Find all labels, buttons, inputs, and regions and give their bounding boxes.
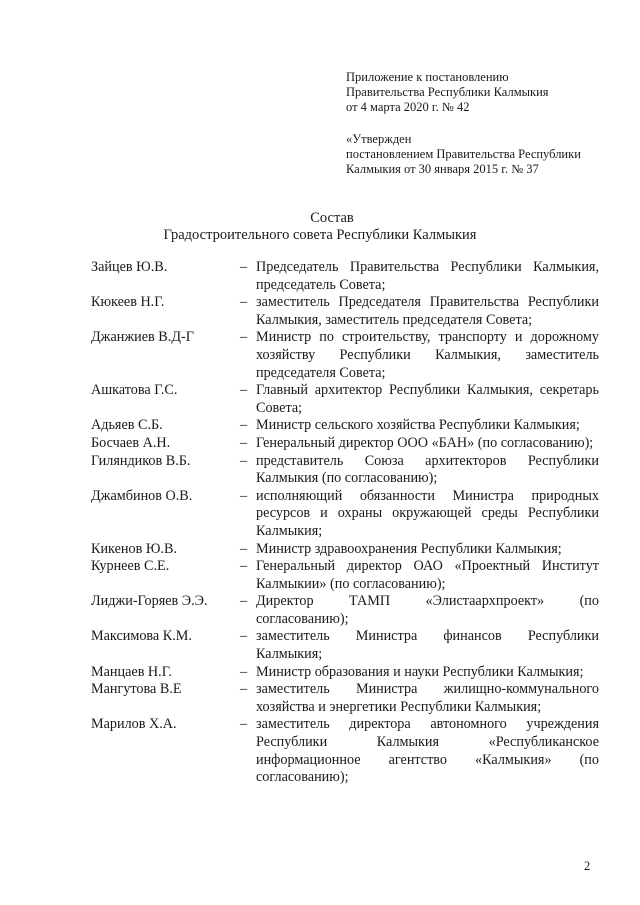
member-row bbox=[91, 259, 599, 294]
dash: – bbox=[240, 681, 248, 698]
member-row bbox=[91, 681, 599, 716]
member-row bbox=[91, 453, 599, 488]
annex-line: от 4 марта 2020 г. № 42 bbox=[346, 100, 470, 114]
approval-line: постановлением Правительства Республики bbox=[346, 147, 581, 161]
member-role: исполняющий обязанности Министра природных ресурсов и охраны окружающей среды Республики Калмыкия; bbox=[256, 487, 599, 539]
dash: – bbox=[240, 628, 248, 645]
member-row bbox=[91, 435, 599, 453]
annex-header bbox=[346, 70, 606, 177]
dash: – bbox=[240, 382, 248, 399]
member-name: Мангутова В.Е bbox=[91, 681, 182, 698]
dash: – bbox=[240, 487, 248, 504]
dash: – bbox=[240, 434, 248, 451]
page-number: 2 bbox=[584, 859, 591, 873]
member-role: Министр здравоохранения Республики Калмыкия; bbox=[256, 540, 562, 557]
approval-line: Калмыкия от 30 января 2015 г. № 37 bbox=[346, 162, 539, 176]
member-row bbox=[91, 628, 599, 663]
annex-line: Правительства Республики Калмыкия bbox=[346, 85, 549, 99]
document-title bbox=[0, 210, 640, 244]
member-name: Зайцев Ю.В. bbox=[91, 259, 168, 275]
member-role: заместитель Председателя Правительства Республики Калмыкия, заместитель председателя Совета; bbox=[256, 294, 599, 328]
member-row bbox=[91, 382, 599, 417]
member-name: Кикенов Ю.В. bbox=[91, 540, 177, 557]
member-name: Максимова К.М. bbox=[91, 628, 192, 645]
member-role: Главный архитектор Республики Калмыкия, секретарь Совета; bbox=[256, 382, 599, 416]
member-row bbox=[91, 541, 599, 559]
approval-line: «Утвержден bbox=[346, 132, 412, 146]
member-name: Лиджи-Горяев Э.Э. bbox=[91, 593, 208, 610]
member-name: Джанжиев В.Д-Г bbox=[91, 329, 194, 346]
dash: – bbox=[240, 294, 248, 311]
member-row bbox=[91, 294, 599, 329]
title-line: Состав bbox=[310, 210, 354, 226]
member-role: Председатель Правительства Республики Калмыкия, председатель Совета; bbox=[256, 259, 599, 293]
dash: – bbox=[240, 558, 248, 575]
member-name: Джамбинов О.В. bbox=[91, 487, 193, 504]
member-name: Марилов Х.А. bbox=[91, 716, 177, 733]
dash: – bbox=[240, 259, 248, 275]
member-role: Директор ТАМП «Элистаархпроект» (по согласованию); bbox=[256, 593, 599, 627]
member-name: Кюкеев Н.Г. bbox=[91, 294, 165, 311]
member-role: представитель Союза архитекторов Республики Калмыкия (по согласованию); bbox=[256, 452, 599, 487]
member-role: Министр по строительству, транспорту и дорожному хозяйству Республики Калмыкия, заместитель председателя Совета; bbox=[256, 329, 599, 381]
title-line: Градостроительного совета Республики Калмыкия bbox=[163, 227, 477, 243]
member-name: Босчаев А.Н. bbox=[91, 434, 171, 451]
member-role: Генеральный директор ОАО «Проектный Институт Калмыкии» (по согласованию); bbox=[256, 558, 599, 592]
member-role: заместитель Министра жилищно-коммунального хозяйства и энергетики Республики Калмыкия; bbox=[256, 681, 599, 715]
member-name: Ашкатова Г.С. bbox=[91, 382, 178, 399]
dash: – bbox=[240, 540, 248, 557]
member-role: Министр сельского хозяйства Республики Калмыкия; bbox=[256, 417, 580, 434]
member-role: Генеральный директор ООО «БАН» (по согласованию); bbox=[256, 434, 594, 451]
member-role: заместитель Министра финансов Республики Калмыкия; bbox=[256, 628, 599, 663]
dash: – bbox=[240, 716, 248, 733]
member-role: заместитель директора автономного учреждения Республики Калмыкия «Республиканское информационное агентство «Калмыкия» (по согласованию); bbox=[256, 716, 599, 786]
member-row bbox=[91, 716, 599, 786]
member-row bbox=[91, 664, 599, 682]
member-row bbox=[91, 488, 599, 541]
member-name: Адьяев С.Б. bbox=[91, 417, 163, 434]
member-name: Курнеев С.Е. bbox=[91, 558, 170, 575]
member-name: Манцаев Н.Г. bbox=[91, 663, 172, 680]
member-role: Министр образования и науки Республики Калмыкия; bbox=[256, 663, 584, 680]
annex-line: Приложение к постановлению bbox=[346, 70, 509, 84]
dash: – bbox=[240, 329, 248, 346]
member-row bbox=[91, 417, 599, 435]
dash: – bbox=[240, 593, 248, 610]
members-list bbox=[91, 259, 599, 787]
member-row bbox=[91, 558, 599, 593]
member-name: Гиляндиков В.Б. bbox=[91, 452, 191, 469]
dash: – bbox=[240, 417, 248, 434]
dash: – bbox=[240, 452, 248, 469]
member-row bbox=[91, 593, 599, 628]
dash: – bbox=[240, 663, 248, 680]
member-row bbox=[91, 329, 599, 382]
